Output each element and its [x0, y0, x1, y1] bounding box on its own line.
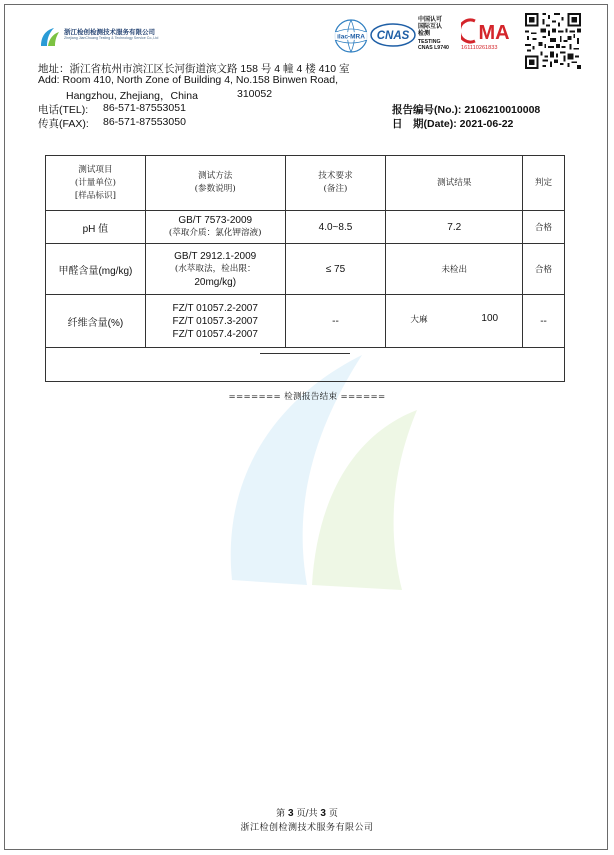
header-judgement: 判定 — [523, 156, 565, 211]
svg-text:ilac-MRA: ilac-MRA — [337, 33, 365, 41]
fax-number: 86-571-87553050 — [103, 116, 186, 128]
cma-logo-icon — [461, 17, 515, 44]
fax-label: 传真(FAX): — [38, 118, 89, 130]
cnas-number: CNAS L9740 — [418, 45, 449, 51]
table-header-row — [46, 156, 565, 211]
cell-requirement: ≤ 75 — [285, 244, 386, 295]
cnas-testing: TESTING — [418, 39, 441, 45]
report-date-label: 日 期(Date): — [392, 118, 457, 130]
cell-item: 甲醛含量(mg/kg) — [46, 244, 146, 295]
table-row — [46, 295, 565, 348]
cell-result — [386, 295, 523, 348]
company-name-en: Zhejiang JianChuang Testing & Technology Service Co.,Ltd — [64, 36, 159, 40]
postcode: 310052 — [237, 88, 273, 100]
tel-number: 86-571-87553051 — [103, 102, 186, 114]
cnas-en-text — [418, 39, 449, 51]
address-cn: 地址：浙江省杭州市滨江区长河街道滨文路 158 号 4 幢 4 楼 410 室 — [38, 63, 350, 75]
report-number — [392, 102, 540, 117]
closing-cell — [46, 348, 565, 382]
report-date-value: 2021-06-22 — [459, 118, 514, 130]
svg-text:MA: MA — [478, 22, 510, 44]
cell-method: GB/T 2912.1-2009 (水萃取法，检出限： 20mg/kg) — [145, 244, 285, 295]
address-en-line2: Hangzhou, Zhejiang，China — [66, 90, 198, 102]
cell-judgement: 合格 — [523, 244, 565, 295]
address-en-line1: Add: Room 410, North Zone of Building 4, No.158 Binwen Road, — [38, 74, 339, 86]
cell-result: 7.2 — [386, 211, 523, 244]
cell-item: pH 值 — [46, 211, 146, 244]
results-table — [45, 155, 565, 382]
cell-requirement: 4.0~8.5 — [285, 211, 386, 244]
header-requirement: 技术要求 (备注) — [285, 156, 386, 211]
header-test-method: 测试方法 (参数说明) — [145, 156, 285, 211]
cell-requirement: -- — [285, 295, 386, 348]
qr-code-icon — [525, 13, 581, 69]
fiber-value: 100 — [481, 313, 499, 324]
page-number: 第 3 页/共 3 页 — [276, 808, 338, 819]
header-test-result: 测试结果 — [386, 156, 523, 211]
company-logo-icon — [38, 26, 60, 48]
cnas-logo-icon — [370, 22, 416, 48]
cell-judgement: 合格 — [523, 211, 565, 244]
cell-judgement: -- — [523, 295, 565, 348]
cell-item: 纤维含量(%) — [46, 295, 146, 348]
cnas-cn-text: 中国认可 国际互认 检测 — [418, 17, 443, 37]
cell-result: 未检出 — [386, 244, 523, 295]
page-current: 3 — [288, 808, 294, 819]
closing-rule — [260, 353, 350, 354]
cma-number: 161110261833 — [461, 45, 498, 51]
report-number-value: 2106210010008 — [464, 104, 541, 116]
cell-method: FZ/T 01057.2-2007 FZ/T 01057.3-2007 FZ/T 01057.4-2007 — [145, 295, 285, 348]
report-end-marker: ======= 检测报告结束 ====== — [228, 392, 386, 402]
report-date — [392, 116, 513, 131]
report-number-label: 报告编号(No.): — [392, 104, 462, 116]
tel-label: 电话(TEL): — [38, 104, 89, 116]
table-row — [46, 244, 565, 295]
header-test-item: 测试项目 (计量单位) [样品标识] — [46, 156, 146, 211]
table-closing-row — [46, 348, 565, 382]
ilac-mra-logo-icon — [332, 18, 370, 54]
footer-company-name: 浙江检创检测技术服务有限公司 — [240, 823, 374, 833]
cell-method: GB/T 7573-2009 (萃取介质：氯化钾溶液) — [145, 211, 285, 244]
page-total: 3 — [320, 808, 326, 819]
svg-text:CNAS: CNAS — [376, 30, 410, 42]
fiber-name: 大麻 — [410, 315, 428, 325]
table-row — [46, 211, 565, 244]
company-name-cn: 浙江检创检测技术服务有限公司 — [64, 29, 155, 36]
